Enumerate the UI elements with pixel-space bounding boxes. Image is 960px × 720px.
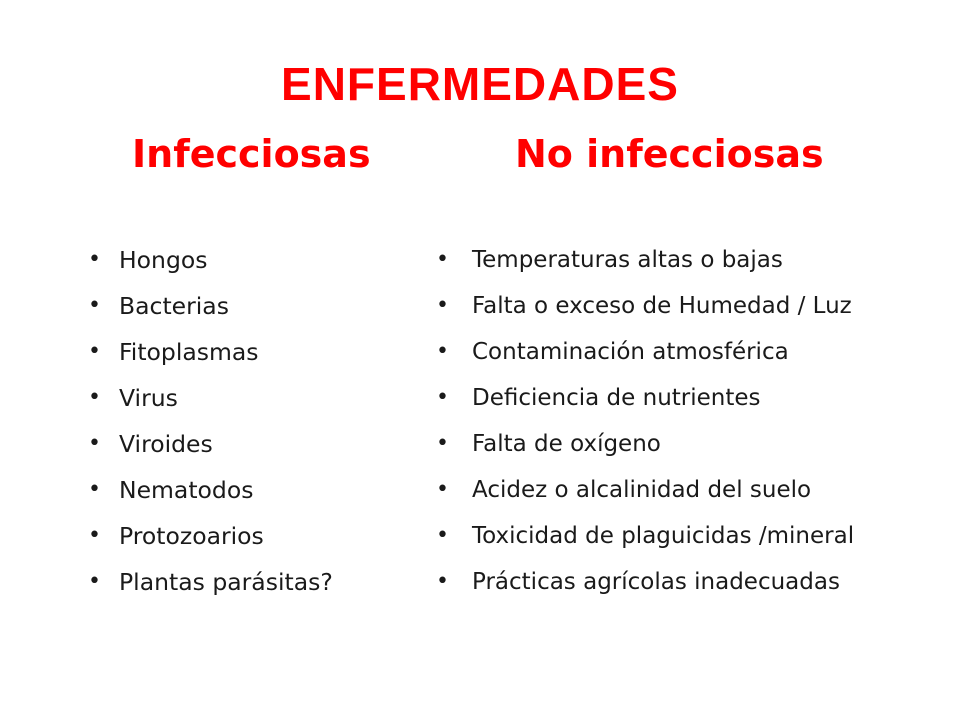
list-item-label: Falta de oxígeno [472, 431, 661, 457]
heading-no-infecciosas: No infecciosas [515, 132, 824, 176]
bullet-icon: • [436, 339, 449, 364]
list-item [436, 287, 854, 333]
heading-infecciosas: Infecciosas [132, 132, 371, 176]
bullet-icon: • [436, 477, 449, 502]
list-item-label: Viroides [119, 430, 213, 458]
list-item-label: Contaminación atmosférica [472, 339, 789, 365]
list-item [436, 563, 854, 609]
list-item-label: Acidez o alcalinidad del suelo [472, 477, 812, 503]
list-item [436, 471, 854, 517]
list-item-label: Falta o exceso de Humedad / Luz [472, 293, 852, 319]
bullet-icon: • [88, 569, 101, 594]
list-item-label: Temperaturas altas o bajas [472, 247, 783, 273]
list-item-label: Nematodos [119, 476, 254, 504]
bullet-icon: • [436, 523, 449, 548]
bullet-icon: • [88, 293, 101, 318]
list-item-label: Deficiencia de nutrientes [472, 385, 761, 411]
list-item-label: Bacterias [119, 292, 229, 320]
list-item [88, 379, 333, 425]
list-item [436, 241, 854, 287]
list-item-label: Plantas parásitas? [119, 568, 333, 596]
bullet-icon: • [436, 569, 449, 594]
slide-title: ENFERMEDADES [281, 58, 679, 110]
list-item-label: Prácticas agrícolas inadecuadas [472, 569, 840, 595]
list-item [88, 471, 333, 517]
list-item [436, 425, 854, 471]
list-item-label: Toxicidad de plaguicidas /mineral [472, 523, 855, 549]
bullet-icon: • [88, 247, 101, 272]
bullet-icon: • [436, 293, 449, 318]
bullet-icon: • [436, 431, 449, 456]
bullet-icon: • [88, 431, 101, 456]
bullet-icon: • [88, 523, 101, 548]
list-item [436, 517, 854, 563]
bullet-icon: • [436, 385, 449, 410]
list-item [88, 425, 333, 471]
list-item-label: Protozoarios [119, 522, 264, 550]
list-item [436, 333, 854, 379]
list-item-label: Hongos [119, 246, 208, 274]
list-item [436, 379, 854, 425]
list-item [88, 563, 333, 609]
bullet-icon: • [88, 339, 101, 364]
bullet-icon: • [88, 385, 101, 410]
list-item [88, 241, 333, 287]
list-item [88, 333, 333, 379]
list-item [88, 517, 333, 563]
infectious-list [88, 241, 333, 609]
bullet-icon: • [88, 477, 101, 502]
bullet-icon: • [436, 247, 449, 272]
list-item [88, 287, 333, 333]
list-item-label: Virus [119, 384, 178, 412]
list-item-label: Fitoplasmas [119, 338, 259, 366]
non-infectious-list [436, 241, 854, 609]
